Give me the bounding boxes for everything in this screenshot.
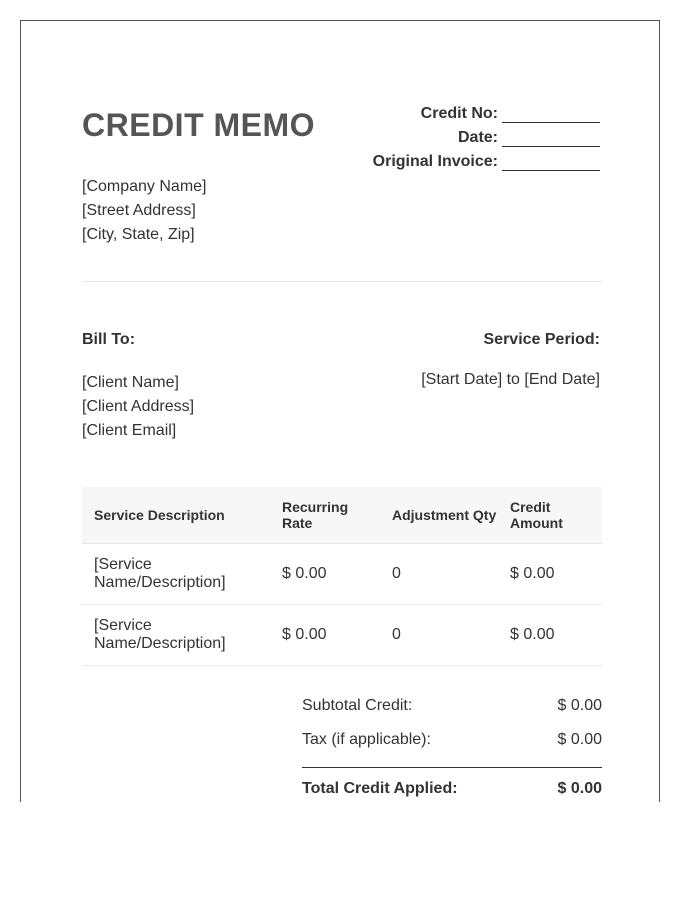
tax-label: Tax (if applicable): <box>302 731 431 748</box>
client-email: [Client Email] <box>82 422 177 439</box>
original-invoice-row <box>373 147 600 171</box>
table-row <box>82 544 602 605</box>
cell-recurring-rate: $ 0.00 <box>270 544 380 605</box>
subtotal-row <box>302 689 602 723</box>
total-row <box>302 768 602 810</box>
bill-to-label: Bill To: <box>82 331 136 348</box>
subtotal-value: $ 0.00 <box>557 697 602 714</box>
date-label: Date: <box>457 129 498 146</box>
original-invoice-blank <box>502 153 600 171</box>
service-period-label: Service Period: <box>483 331 600 348</box>
document-title: CREDIT MEMO <box>82 107 316 143</box>
credit-memo-page <box>20 20 660 802</box>
memo-meta <box>373 99 600 171</box>
header-recurring-rate: Recurring Rate <box>270 487 380 544</box>
client-address: [Client Address] <box>82 398 195 415</box>
cell-recurring-rate: $ 0.00 <box>270 605 380 666</box>
subtotal-label: Subtotal Credit: <box>302 697 413 714</box>
credit-no-label: Credit No: <box>420 105 498 122</box>
credit-no-blank <box>502 105 600 123</box>
total-value: $ 0.00 <box>557 780 602 797</box>
total-label: Total Credit Applied: <box>302 780 458 797</box>
original-invoice-label: Original Invoice: <box>372 153 498 170</box>
cell-adjustment-qty: 0 <box>380 544 498 605</box>
date-blank <box>502 129 600 147</box>
company-street: [Street Address] <box>82 202 196 219</box>
header-adjustment-qty: Adjustment Qty <box>380 487 498 544</box>
cell-service-description: [Service Name/Description] <box>82 544 270 605</box>
company-city: [City, State, Zip] <box>82 226 195 243</box>
credit-no-row <box>373 99 600 123</box>
cell-service-description: [Service Name/Description] <box>82 605 270 666</box>
services-table <box>82 487 602 666</box>
client-info <box>82 371 194 443</box>
cell-credit-amount: $ 0.00 <box>498 544 602 605</box>
divider <box>82 281 602 282</box>
cell-credit-amount: $ 0.00 <box>498 605 602 666</box>
table-row <box>82 605 602 666</box>
service-period-value: [Start Date] to [End Date] <box>421 371 600 388</box>
header-service-description: Service Description <box>82 487 270 544</box>
date-row <box>373 123 600 147</box>
header-credit-amount: Credit Amount <box>498 487 602 544</box>
table-header-row <box>82 487 602 544</box>
cell-adjustment-qty: 0 <box>380 605 498 666</box>
totals-section <box>302 689 602 810</box>
tax-value: $ 0.00 <box>557 731 602 748</box>
client-name: [Client Name] <box>82 374 179 391</box>
company-info <box>82 175 207 247</box>
company-name: [Company Name] <box>82 178 207 195</box>
tax-row <box>302 723 602 757</box>
